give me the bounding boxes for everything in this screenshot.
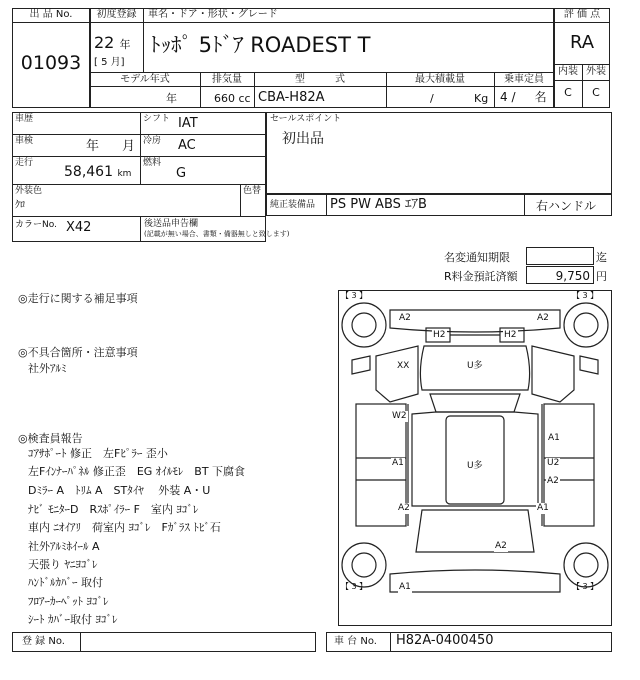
supplement-title: ◎走行に関する補足事項 [18, 292, 138, 305]
mileage-label: 走行 [15, 158, 34, 168]
mark-rear-fender-right: A1 [537, 503, 549, 513]
chassis-number: H82A-0400450 [396, 633, 494, 648]
shipping-label: 後送品申告欄 [144, 219, 199, 229]
mark-hood: U多 [467, 361, 483, 371]
recycle-fee-unit: 円 [596, 270, 607, 283]
exterior-color-label: 外装色 [15, 186, 43, 196]
defects-title: ◎不具合箇所・注意事項 [18, 346, 138, 359]
recycle-fee-label: R料金預託済額 [444, 270, 518, 283]
tire-tag-rear-left: 【 3 】 [341, 582, 368, 591]
steering-value: 右ハンドル [536, 199, 597, 213]
capacity-label: 乗車定員 [504, 74, 544, 85]
mark-rear-door-left: A1 [392, 458, 404, 468]
ac-value: AC [178, 138, 196, 153]
car-name: ﾄｯﾎﾟ 5ﾄﾞｱ ROADEST T [150, 33, 371, 57]
fuel-label: 燃料 [143, 158, 162, 168]
first-registration-month: [ 5 月] [94, 57, 125, 68]
capacity-value: 4 / 名 [500, 90, 547, 104]
inspector-line: ｼｰﾄ ｶﾊﾞｰ取付 ﾖｺﾞﾚ [28, 613, 118, 626]
inspector-line: ﾅﾋﾞ ﾓﾆﾀｰD Rｽﾎﾟｲﾗｰ F 室内 ﾖｺﾞﾚ [28, 503, 199, 516]
mark-front-fender-left: XX [397, 361, 410, 371]
history-label: 車歴 [15, 114, 34, 124]
inspector-line: 左Fｲﾝﾅｰﾊﾟﾈﾙ 修正歪 EG ｵｲﾙﾓﾚ BT 下腐食 [28, 465, 246, 478]
inspection-month-unit: 月 [122, 139, 136, 154]
grade-value: RA [569, 32, 595, 53]
mark-roof: U多 [467, 461, 483, 471]
sales-point-value: 初出品 [282, 131, 324, 147]
model-code: CBA-H82A [258, 90, 325, 105]
car-diagram [338, 290, 612, 626]
inspector-line: 天張り ﾔﾆﾖｺﾞﾚ [28, 558, 98, 571]
lot-number-label: 出 品 No. [29, 9, 73, 20]
inspector-line: ｺｱｻﾎﾟｰﾄ 修正 左Fﾋﾟﾗｰ 歪小 [28, 447, 168, 460]
inspection-label: 車検 [15, 136, 34, 146]
mark-front-door-left: W2 [392, 411, 407, 421]
inspector-line: ﾌﾛｱｰｶｰﾍﾟｯﾄ ﾖｺﾞﾚ [28, 595, 109, 608]
tire-tag-rear-right: 【 3 】 [572, 582, 599, 591]
mark-front-bumper-right: A2 [537, 313, 549, 323]
mark-back-door: A2 [495, 541, 507, 551]
mark-rear-door-right-a2: A2 [547, 476, 559, 486]
mark-headlight-right: H2 [504, 330, 517, 340]
shipping-note: (記載が無い場合、書類・備器無しと致します) [144, 230, 290, 238]
mark-headlight-left: H2 [433, 330, 446, 340]
model-year-unit: 年 [166, 92, 177, 105]
mark-front-door-right: A1 [548, 433, 560, 443]
max-load-separator: / [430, 92, 434, 105]
first-registration-label: 初度登録 [96, 9, 137, 20]
equipment-value: PS PW ABS ｴｱB [330, 197, 427, 212]
exterior-grade-label: 外装 [586, 66, 606, 77]
transfer-deadline-unit: 迄 [596, 251, 607, 264]
car-name-label: 車名・ドア・形状・グレード [148, 9, 278, 20]
exterior-color-value: ｸﾛ [15, 200, 25, 211]
ac-label: 冷房 [143, 136, 162, 146]
sales-point-label: セールスポイント [270, 114, 342, 124]
color-number: X42 [66, 220, 92, 235]
displacement-label: 排気量 [212, 74, 242, 85]
inspection-year-unit: 年 [86, 139, 100, 154]
inspector-line: 社外ｱﾙﾐﾎｲｰﾙ A [28, 540, 100, 553]
inspector-title: ◎検査員報告 [18, 432, 83, 445]
shift-value: IAT [178, 116, 198, 131]
interior-grade: C [564, 86, 572, 99]
equipment-label: 純正装備品 [270, 200, 316, 210]
defect-item: 社外ｱﾙﾐ [28, 362, 67, 375]
model-year-label: モデル年式 [120, 74, 170, 85]
color-number-label: カラーNo. [15, 220, 57, 230]
transfer-deadline-label: 名変通知期限 [444, 251, 510, 264]
tire-tag-front-left: 【 3 】 [341, 291, 368, 300]
mark-rear-bumper: A1 [399, 582, 411, 592]
lot-number: 01093 [20, 52, 82, 74]
registration-number-label: 登 録 No. [22, 636, 65, 647]
inspector-line: ﾊﾝﾄﾞﾙｶﾊﾞｰ 取付 [28, 576, 103, 589]
mileage-value: 58,461 km [64, 164, 132, 180]
shift-label: シフト [143, 114, 171, 124]
inspector-line: Dﾐﾗｰ A ﾄﾘﾑ A STﾀｲﾔ 外装 A・U [28, 484, 211, 497]
repaint-label: 色替 [243, 186, 262, 196]
fuel-value: G [176, 166, 187, 181]
max-load-label: 最大積載量 [415, 74, 465, 85]
mark-rear-fender-left: A2 [398, 503, 410, 513]
transfer-deadline-box [526, 247, 594, 265]
displacement-value: 660 cc [214, 92, 251, 105]
first-registration-year: 22 年 [94, 33, 131, 52]
model-code-label: 型 式 [295, 74, 345, 85]
recycle-fee-value: 9,750 [555, 269, 590, 283]
grade-label: 評 価 点 [563, 9, 601, 20]
max-load-unit: Kg [474, 92, 489, 105]
interior-grade-label: 内装 [558, 66, 578, 77]
tire-tag-front-right: 【 3 】 [572, 291, 599, 300]
mark-front-bumper-left: A2 [399, 313, 411, 323]
mark-rear-door-right-u2: U2 [547, 458, 560, 468]
inspector-line: 車内 ﾆｵｲｱﾘ 荷室内 ﾖｺﾞﾚ Fｶﾞﾗｽ ﾄﾋﾞ石 [28, 521, 221, 534]
exterior-grade: C [592, 86, 600, 99]
chassis-number-label: 車 台 No. [334, 636, 377, 647]
